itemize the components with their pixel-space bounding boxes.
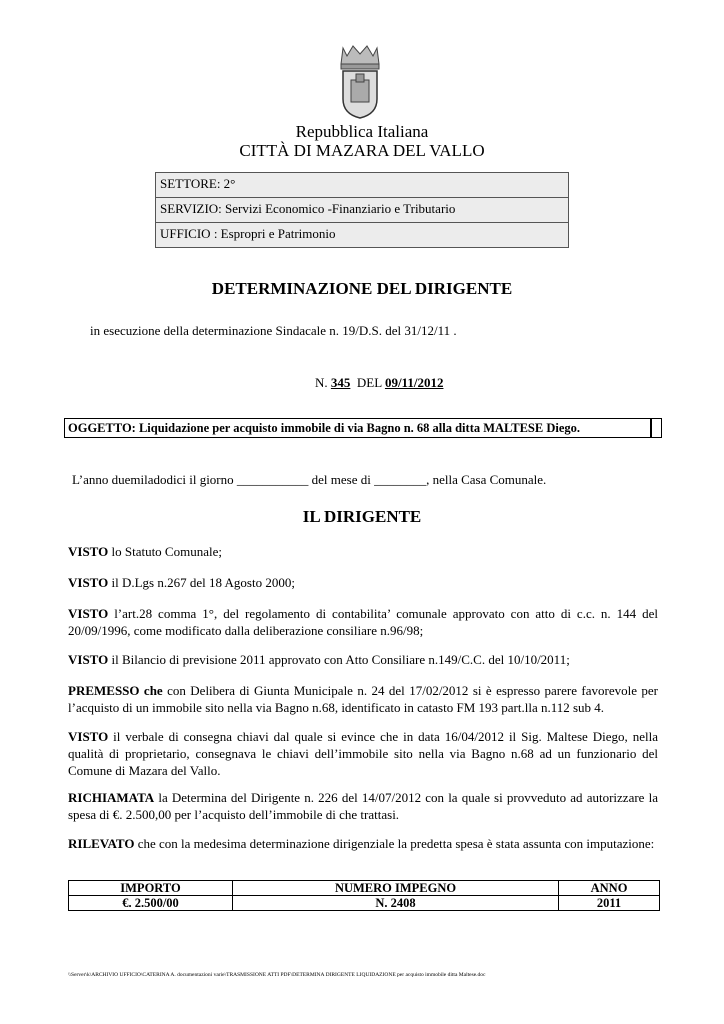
number-date: 09/11/2012 [384,375,444,390]
determination-number [315,375,443,391]
coat-of-arms-icon [335,44,385,120]
number-prefix: N. [315,375,328,390]
subject-box: OGGETTO: Liquidazione per acquisto immobile di via Bagno n. 68 alla ditta MALTESE Diego. [64,418,652,438]
header-republic: Repubblica Italiana [295,122,429,141]
number-del: DEL [356,375,382,390]
imputation-table [68,880,660,911]
servizio: SERVIZIO: Servizi Economico -Finanziario e Tributario [156,198,568,223]
header-anno: ANNO [559,881,660,896]
intro-line: L’anno duemiladodici il giorno ___________ del mese di ________, nella Casa Comunale. [72,472,547,487]
paragraph: RILEVATO che con la medesima determinazione dirigenziale la predetta spesa è stata assunta con imputazione: [68,836,655,851]
file-path-footer: \\Server\k\ARCHIVIO UFFICIO\CATERINA A. documentazioni varie\TRASMISSIONE ATTI PDF\DETERMINA DIRIGENTE LIQUIDAZIONE per acquisto immobile ditta Maltese.doc [68,972,486,978]
paragraph: PREMESSO che con Delibera di Giunta Municipale n. 24 del 17/02/2012 si è espresso parere favorevole per l’acquisto di un immobile sito nella via Bagno n.68, identificato in catasto FM 193 part.lla n.112 sub 4. [68,683,658,715]
section-title: IL DIRIGENTE [302,507,422,526]
paragraph: RICHIAMATA la Determina del Dirigente n. 226 del 14/07/2012 con la quale si provveduto ad autorizzare la spesa di €. 2.500,00 per l’acquisto dell’immobile di che trattasi. [68,790,658,822]
subject-box-end [650,418,662,438]
header-city: CITTÀ DI MAZARA DEL VALLO [239,141,485,160]
paragraph: VISTO il D.Lgs n.267 del 18 Agosto 2000; [68,575,295,590]
paragraph: VISTO lo Statuto Comunale; [68,544,222,559]
execution-note: in esecuzione della determinazione Sindacale n. 19/D.S. del 31/12/11 . [90,323,457,338]
cell-anno: 2011 [559,896,660,911]
ufficio: UFFICIO : Espropri e Patrimonio [156,223,568,247]
cell-importo: €. 2.500/00 [69,896,233,911]
table-header-row [69,881,660,896]
header-importo: IMPORTO [69,881,233,896]
cell-impegno: N. 2408 [233,896,559,911]
settore: SETTORE: 2° [156,173,568,198]
paragraph: VISTO il verbale di consegna chiavi dal quale si evince che in data 16/04/2012 il Sig. Maltese Diego, nella qualità di proprietario, consegnava le chiavi dell’immobile sito nella via Bagno n.68 ad un funzionario del Comune di Mazara del Vallo. [68,729,658,778]
number-value: 345 [330,375,351,390]
table-row [69,896,660,911]
header-impegno: NUMERO IMPEGNO [233,881,559,896]
office-info-table [155,172,569,248]
paragraph: VISTO il Bilancio di previsione 2011 approvato con Atto Consiliare n.149/C.C. del 10/10/2011; [68,652,570,667]
document-title: DETERMINAZIONE DEL DIRIGENTE [211,279,513,298]
paragraph: VISTO l’art.28 comma 1°, del regolamento di contabilita’ comunale approvato con atto di c.c. n. 144 del 20/09/1996, come modificato dalla deliberazione consiliare n.96/98; [68,606,658,638]
